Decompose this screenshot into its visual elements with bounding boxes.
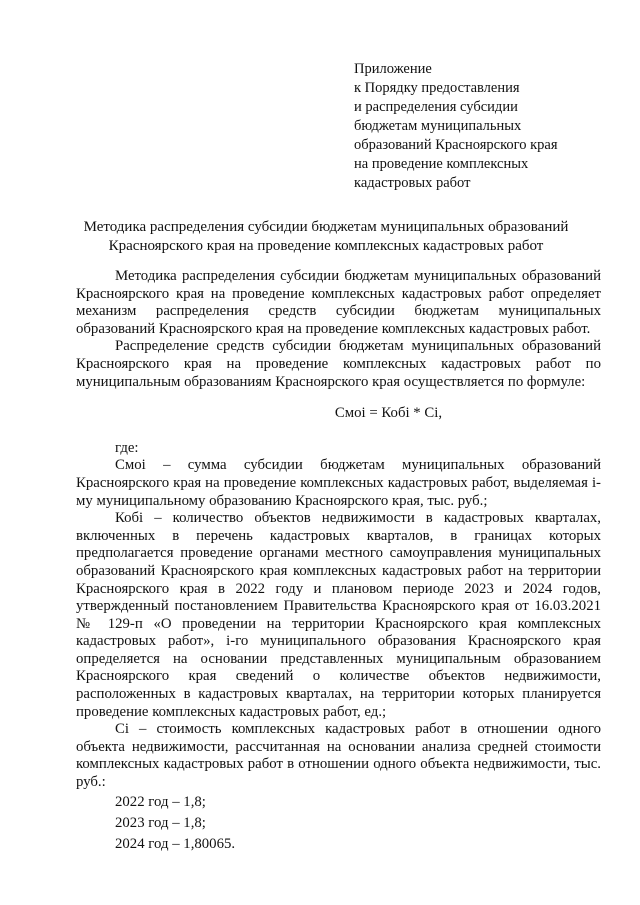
appendix-line: к Порядку предоставления <box>354 80 520 96</box>
paragraph-intro: Методика распределения субсидии бюджетам муниципальных образований Красноярского края на проведение комплексных кадастровых работ определяет механизм распределения средств субсидии бюджетам муниципальных образований Красноярского края на проведение комплексных кадастровых работ. <box>76 268 601 337</box>
paragraph-distribution: Распределение средств субсидии бюджетам муниципальных образований Красноярского края на проведение комплексных кадастровых работ по муниципальным образованиям Красноярского края осуществляется по формуле: <box>76 338 601 390</box>
definition-kob: Кобi – количество объектов недвижимости в кадастровых кварталах, включенных в перечень кадастровых кварталов, в границах которых предполагается проведение органами местного самоуправления муниципальных образований Красноярского края комплексных кадастровых работ на территории Красноярского края в 2022 году и плановом периоде 2023 и 2024 годов, утвержденный постановлением Правительства Красноярского края от 16.03.2021 № 129-п «О проведении на территории Красноярского края комплексных кадастровых работ», i-го муниципального образования Красноярского края определяется на основании представленных муниципальным образованием Красноярского края сведений о количестве объектов недвижимости, расположенных в кадастровых кварталах, на территории которых планируется проведение комплексных кадастровых работ, ед.; <box>76 510 601 720</box>
year-value-2022: 2022 год – 1,8; <box>115 793 206 810</box>
where-label: где: <box>115 439 139 456</box>
appendix-line: Приложение <box>354 61 432 77</box>
document-title <box>76 218 576 256</box>
document-body <box>76 268 601 855</box>
appendix-block <box>354 60 558 193</box>
formula: Смоi = Кобi * Сi, <box>334 405 443 422</box>
appendix-line: бюджетам муниципальных <box>354 118 522 134</box>
appendix-line: и распределения субсидии <box>354 99 518 115</box>
appendix-line: на проведение комплексных <box>354 156 529 172</box>
appendix-line: образований Красноярского края <box>354 137 558 153</box>
appendix-line: кадастровых работ <box>354 175 471 191</box>
definition-ci: Сi – стоимость комплексных кадастровых работ в отношении одного объекта недвижимости, рассчитанная на основании анализа средней стоимости комплексных кадастровых работ в отношении одного объекта недвижимости, тыс. руб.: <box>76 721 601 791</box>
year-value-2024: 2024 год – 1,80065. <box>115 835 236 852</box>
title-line-1: Методика распределения субсидии бюджетам муниципальных образований <box>83 219 569 235</box>
year-value-2023: 2023 год – 1,8; <box>115 814 206 831</box>
definition-smo: Смоi – сумма субсидии бюджетам муниципальных образований Красноярского края на проведение комплексных кадастровых работ, выделяемая i-му муниципальному образованию Красноярского края, тыс. руб.; <box>76 457 601 509</box>
title-line-2: Красноярского края на проведение комплексных кадастровых работ <box>108 238 544 254</box>
